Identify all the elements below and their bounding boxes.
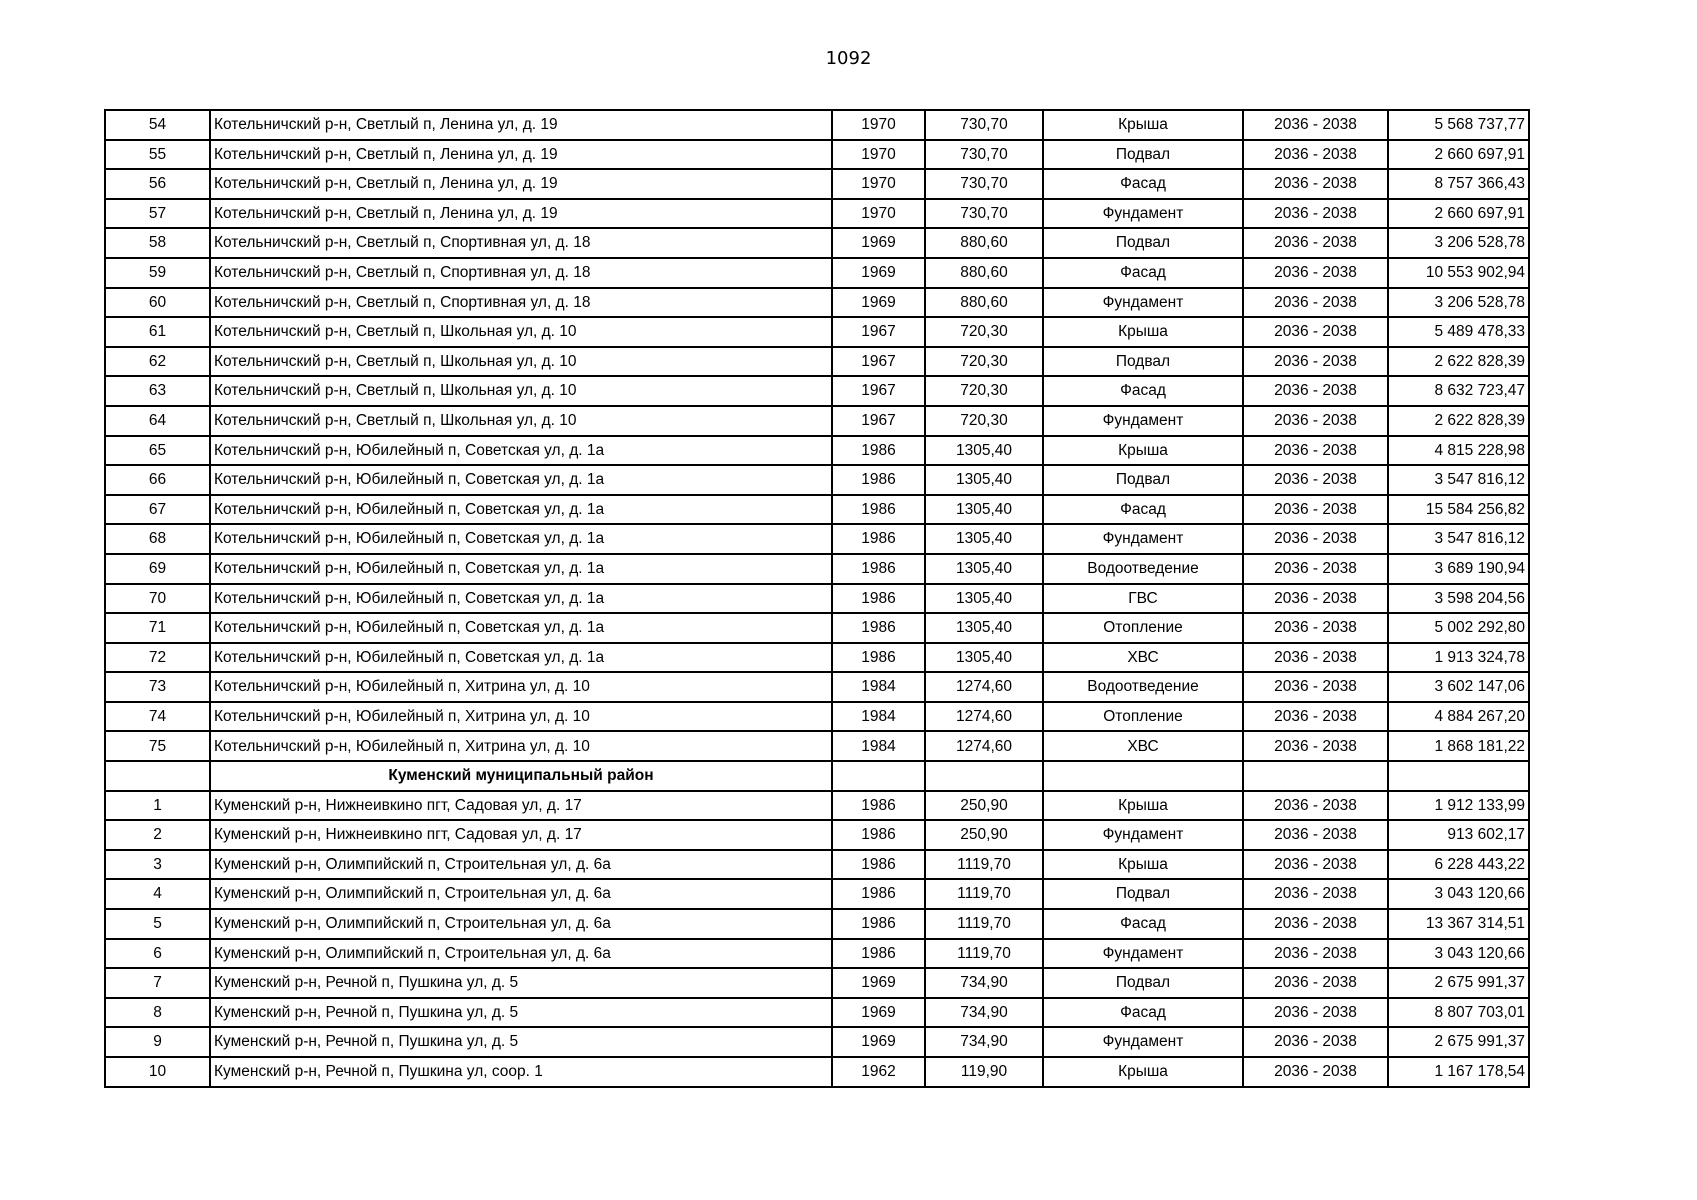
cost-cell: 3 689 190,94 — [1388, 554, 1529, 584]
address-cell: Куменский р-н, Речной п, Пушкина ул, д. 5 — [210, 1027, 832, 1057]
period-cell: 2036 - 2038 — [1243, 110, 1388, 140]
period-cell: 2036 - 2038 — [1243, 317, 1388, 347]
cost-cell: 15 584 256,82 — [1388, 495, 1529, 525]
table-row — [105, 465, 1529, 495]
cost-cell: 2 660 697,91 — [1388, 199, 1529, 229]
build-year-cell: 1986 — [832, 524, 925, 554]
table-row — [105, 850, 1529, 880]
address-cell: Котельничский р-н, Светлый п, Школьная ул, д. 10 — [210, 376, 832, 406]
area-cell: 1119,70 — [925, 939, 1043, 969]
cost-cell: 3 206 528,78 — [1388, 288, 1529, 318]
build-year-cell: 1970 — [832, 199, 925, 229]
period-cell: 2036 - 2038 — [1243, 288, 1388, 318]
build-year-cell: 1984 — [832, 702, 925, 732]
row-number-cell: 62 — [105, 347, 210, 377]
area-cell: 1305,40 — [925, 495, 1043, 525]
work-type-cell: Водоотведение — [1043, 554, 1243, 584]
area-cell: 1274,60 — [925, 702, 1043, 732]
area-cell: 720,30 — [925, 317, 1043, 347]
area-cell: 250,90 — [925, 820, 1043, 850]
area-cell: 1305,40 — [925, 613, 1043, 643]
work-type-cell: ГВС — [1043, 584, 1243, 614]
cost-cell: 1 912 133,99 — [1388, 791, 1529, 821]
area-cell: 1305,40 — [925, 465, 1043, 495]
period-cell: 2036 - 2038 — [1243, 998, 1388, 1028]
table-row — [105, 1057, 1529, 1087]
area-cell: 119,90 — [925, 1057, 1043, 1087]
table-row — [105, 879, 1529, 909]
build-year-cell: 1969 — [832, 998, 925, 1028]
build-year-cell: 1986 — [832, 791, 925, 821]
row-number-cell: 3 — [105, 850, 210, 880]
address-cell: Котельничский р-н, Светлый п, Спортивная ул, д. 18 — [210, 228, 832, 258]
work-type-cell: Фасад — [1043, 376, 1243, 406]
build-year-cell: 1986 — [832, 643, 925, 673]
table-body — [105, 110, 1529, 1087]
area-cell: 730,70 — [925, 110, 1043, 140]
address-cell: Куменский р-н, Нижнеивкино пгт, Садовая ул, д. 17 — [210, 820, 832, 850]
build-year-cell: 1986 — [832, 465, 925, 495]
row-number-cell: 6 — [105, 939, 210, 969]
row-number-cell: 67 — [105, 495, 210, 525]
work-type-cell: ХВС — [1043, 731, 1243, 761]
period-cell: 2036 - 2038 — [1243, 347, 1388, 377]
section-title: Куменский муниципальный район — [210, 761, 832, 791]
period-cell: 2036 - 2038 — [1243, 613, 1388, 643]
build-year-cell: 1984 — [832, 672, 925, 702]
build-year-cell — [832, 761, 925, 791]
area-cell: 720,30 — [925, 347, 1043, 377]
cost-cell: 1 868 181,22 — [1388, 731, 1529, 761]
area-cell: 1305,40 — [925, 584, 1043, 614]
area-cell: 1119,70 — [925, 879, 1043, 909]
work-type-cell: Крыша — [1043, 110, 1243, 140]
build-year-cell: 1969 — [832, 968, 925, 998]
table-row — [105, 228, 1529, 258]
cost-cell: 2 622 828,39 — [1388, 406, 1529, 436]
table-row — [105, 406, 1529, 436]
cost-cell: 3 043 120,66 — [1388, 879, 1529, 909]
period-cell: 2036 - 2038 — [1243, 879, 1388, 909]
area-cell: 880,60 — [925, 258, 1043, 288]
work-type-cell: Фундамент — [1043, 406, 1243, 436]
row-number-cell: 54 — [105, 110, 210, 140]
area-cell: 1305,40 — [925, 436, 1043, 466]
table-row — [105, 939, 1529, 969]
work-type-cell: Подвал — [1043, 968, 1243, 998]
address-cell: Котельничский р-н, Юбилейный п, Хитрина ул, д. 10 — [210, 672, 832, 702]
table-row — [105, 554, 1529, 584]
address-cell: Котельничский р-н, Светлый п, Ленина ул, д. 19 — [210, 110, 832, 140]
table-row — [105, 791, 1529, 821]
work-type-cell: Крыша — [1043, 317, 1243, 347]
row-number-cell: 5 — [105, 909, 210, 939]
period-cell: 2036 - 2038 — [1243, 376, 1388, 406]
cost-cell: 8 807 703,01 — [1388, 998, 1529, 1028]
table-row — [105, 140, 1529, 170]
row-number-cell: 64 — [105, 406, 210, 436]
build-year-cell: 1967 — [832, 376, 925, 406]
area-cell: 720,30 — [925, 406, 1043, 436]
table-row — [105, 169, 1529, 199]
build-year-cell: 1970 — [832, 169, 925, 199]
table-row — [105, 288, 1529, 318]
row-number-cell: 63 — [105, 376, 210, 406]
row-number-cell: 9 — [105, 1027, 210, 1057]
address-cell: Котельничский р-н, Юбилейный п, Хитрина ул, д. 10 — [210, 702, 832, 732]
work-type-cell: Крыша — [1043, 1057, 1243, 1087]
table-row — [105, 436, 1529, 466]
address-cell: Котельничский р-н, Юбилейный п, Советская ул, д. 1а — [210, 554, 832, 584]
table-row — [105, 731, 1529, 761]
address-cell: Котельничский р-н, Юбилейный п, Советская ул, д. 1а — [210, 524, 832, 554]
period-cell: 2036 - 2038 — [1243, 406, 1388, 436]
work-type-cell: Отопление — [1043, 702, 1243, 732]
address-cell: Куменский р-н, Олимпийский п, Строительная ул, д. 6а — [210, 879, 832, 909]
build-year-cell: 1986 — [832, 820, 925, 850]
area-cell: 730,70 — [925, 140, 1043, 170]
cost-cell: 8 632 723,47 — [1388, 376, 1529, 406]
work-type-cell: Фасад — [1043, 909, 1243, 939]
period-cell: 2036 - 2038 — [1243, 228, 1388, 258]
period-cell: 2036 - 2038 — [1243, 702, 1388, 732]
address-cell: Котельничский р-н, Юбилейный п, Советская ул, д. 1а — [210, 465, 832, 495]
row-number-cell: 2 — [105, 820, 210, 850]
work-type-cell: Фасад — [1043, 169, 1243, 199]
table-row — [105, 613, 1529, 643]
table-row — [105, 495, 1529, 525]
period-cell: 2036 - 2038 — [1243, 169, 1388, 199]
address-cell: Котельничский р-н, Светлый п, Спортивная ул, д. 18 — [210, 258, 832, 288]
row-number-cell: 61 — [105, 317, 210, 347]
row-number-cell: 70 — [105, 584, 210, 614]
cost-cell: 13 367 314,51 — [1388, 909, 1529, 939]
address-cell: Куменский р-н, Речной п, Пушкина ул, д. 5 — [210, 968, 832, 998]
row-number-cell: 69 — [105, 554, 210, 584]
table-row — [105, 584, 1529, 614]
period-cell: 2036 - 2038 — [1243, 554, 1388, 584]
page-number: 1092 — [825, 48, 872, 69]
area-cell: 1119,70 — [925, 850, 1043, 880]
period-cell: 2036 - 2038 — [1243, 672, 1388, 702]
period-cell: 2036 - 2038 — [1243, 1057, 1388, 1087]
area-cell: 734,90 — [925, 998, 1043, 1028]
work-type-cell: Подвал — [1043, 347, 1243, 377]
table-row — [105, 998, 1529, 1028]
work-type-cell: Крыша — [1043, 791, 1243, 821]
period-cell: 2036 - 2038 — [1243, 791, 1388, 821]
address-cell: Котельничский р-н, Юбилейный п, Советская ул, д. 1а — [210, 495, 832, 525]
table-row — [105, 258, 1529, 288]
period-cell: 2036 - 2038 — [1243, 731, 1388, 761]
work-type-cell: Водоотведение — [1043, 672, 1243, 702]
area-cell: 1274,60 — [925, 731, 1043, 761]
cost-cell: 6 228 443,22 — [1388, 850, 1529, 880]
address-cell: Котельничский р-н, Юбилейный п, Советская ул, д. 1а — [210, 643, 832, 673]
cost-cell: 913 602,17 — [1388, 820, 1529, 850]
work-type-cell: Подвал — [1043, 465, 1243, 495]
cost-cell — [1388, 761, 1529, 791]
address-cell: Котельничский р-н, Юбилейный п, Хитрина ул, д. 10 — [210, 731, 832, 761]
area-cell: 734,90 — [925, 968, 1043, 998]
table-row — [105, 376, 1529, 406]
cost-cell: 2 675 991,37 — [1388, 968, 1529, 998]
work-type-cell: Фасад — [1043, 495, 1243, 525]
address-cell: Котельничский р-н, Светлый п, Спортивная ул, д. 18 — [210, 288, 832, 318]
address-cell: Котельничский р-н, Светлый п, Ленина ул, д. 19 — [210, 199, 832, 229]
row-number-cell: 55 — [105, 140, 210, 170]
work-type-cell: Фундамент — [1043, 1027, 1243, 1057]
cost-cell: 3 547 816,12 — [1388, 465, 1529, 495]
build-year-cell: 1986 — [832, 495, 925, 525]
table-row — [105, 524, 1529, 554]
work-type-cell: ХВС — [1043, 643, 1243, 673]
cost-cell: 8 757 366,43 — [1388, 169, 1529, 199]
row-number-cell: 58 — [105, 228, 210, 258]
cost-cell: 3 547 816,12 — [1388, 524, 1529, 554]
cost-cell: 3 043 120,66 — [1388, 939, 1529, 969]
address-cell: Котельничский р-н, Светлый п, Школьная ул, д. 10 — [210, 317, 832, 347]
row-number-cell — [105, 761, 210, 791]
cost-cell: 1 167 178,54 — [1388, 1057, 1529, 1087]
area-cell: 880,60 — [925, 288, 1043, 318]
area-cell: 880,60 — [925, 228, 1043, 258]
work-type-cell: Фундамент — [1043, 524, 1243, 554]
cost-cell: 10 553 902,94 — [1388, 258, 1529, 288]
address-cell: Куменский р-н, Речной п, Пушкина ул, д. 5 — [210, 998, 832, 1028]
area-cell: 1119,70 — [925, 909, 1043, 939]
table-row — [105, 672, 1529, 702]
address-cell: Котельничский р-н, Светлый п, Ленина ул, д. 19 — [210, 140, 832, 170]
area-cell: 250,90 — [925, 791, 1043, 821]
build-year-cell: 1967 — [832, 317, 925, 347]
row-number-cell: 1 — [105, 791, 210, 821]
work-type-cell: Фундамент — [1043, 820, 1243, 850]
row-number-cell: 57 — [105, 199, 210, 229]
period-cell: 2036 - 2038 — [1243, 909, 1388, 939]
address-cell: Куменский р-н, Олимпийский п, Строительная ул, д. 6а — [210, 850, 832, 880]
build-year-cell: 1986 — [832, 939, 925, 969]
repair-schedule-table — [104, 109, 1530, 1088]
period-cell: 2036 - 2038 — [1243, 140, 1388, 170]
table-row — [105, 820, 1529, 850]
work-type-cell: Подвал — [1043, 879, 1243, 909]
table-row — [105, 643, 1529, 673]
row-number-cell: 74 — [105, 702, 210, 732]
period-cell: 2036 - 2038 — [1243, 939, 1388, 969]
work-type-cell — [1043, 761, 1243, 791]
row-number-cell: 10 — [105, 1057, 210, 1087]
build-year-cell: 1967 — [832, 347, 925, 377]
address-cell: Котельничский р-н, Юбилейный п, Советская ул, д. 1а — [210, 584, 832, 614]
row-number-cell: 4 — [105, 879, 210, 909]
cost-cell: 2 675 991,37 — [1388, 1027, 1529, 1057]
area-cell: 1274,60 — [925, 672, 1043, 702]
period-cell: 2036 - 2038 — [1243, 465, 1388, 495]
address-cell: Куменский р-н, Речной п, Пушкина ул, соор. 1 — [210, 1057, 832, 1087]
build-year-cell: 1969 — [832, 288, 925, 318]
table-row — [105, 110, 1529, 140]
build-year-cell: 1986 — [832, 436, 925, 466]
work-type-cell: Фундамент — [1043, 288, 1243, 318]
row-number-cell: 60 — [105, 288, 210, 318]
work-type-cell: Фасад — [1043, 998, 1243, 1028]
cost-cell: 5 002 292,80 — [1388, 613, 1529, 643]
work-type-cell: Фундамент — [1043, 199, 1243, 229]
table-row — [105, 1027, 1529, 1057]
row-number-cell: 56 — [105, 169, 210, 199]
period-cell: 2036 - 2038 — [1243, 850, 1388, 880]
table-row — [105, 968, 1529, 998]
area-cell — [925, 761, 1043, 791]
cost-cell: 2 622 828,39 — [1388, 347, 1529, 377]
row-number-cell: 71 — [105, 613, 210, 643]
table-row — [105, 199, 1529, 229]
address-cell: Куменский р-н, Нижнеивкино пгт, Садовая ул, д. 17 — [210, 791, 832, 821]
address-cell: Котельничский р-н, Юбилейный п, Советская ул, д. 1а — [210, 613, 832, 643]
period-cell: 2036 - 2038 — [1243, 968, 1388, 998]
work-type-cell: Крыша — [1043, 850, 1243, 880]
row-number-cell: 7 — [105, 968, 210, 998]
build-year-cell: 1986 — [832, 554, 925, 584]
cost-cell: 4 884 267,20 — [1388, 702, 1529, 732]
table-row — [105, 909, 1529, 939]
cost-cell: 5 568 737,77 — [1388, 110, 1529, 140]
period-cell: 2036 - 2038 — [1243, 495, 1388, 525]
build-year-cell: 1986 — [832, 879, 925, 909]
build-year-cell: 1970 — [832, 110, 925, 140]
work-type-cell: Подвал — [1043, 140, 1243, 170]
period-cell: 2036 - 2038 — [1243, 436, 1388, 466]
section-header-row — [105, 761, 1529, 791]
period-cell: 2036 - 2038 — [1243, 820, 1388, 850]
area-cell: 1305,40 — [925, 524, 1043, 554]
area-cell: 730,70 — [925, 169, 1043, 199]
area-cell: 720,30 — [925, 376, 1043, 406]
cost-cell: 1 913 324,78 — [1388, 643, 1529, 673]
address-cell: Котельничский р-н, Юбилейный п, Советская ул, д. 1а — [210, 436, 832, 466]
period-cell: 2036 - 2038 — [1243, 199, 1388, 229]
table-row — [105, 702, 1529, 732]
build-year-cell: 1986 — [832, 613, 925, 643]
build-year-cell: 1962 — [832, 1057, 925, 1087]
area-cell: 734,90 — [925, 1027, 1043, 1057]
period-cell: 2036 - 2038 — [1243, 643, 1388, 673]
work-type-cell: Крыша — [1043, 436, 1243, 466]
row-number-cell: 65 — [105, 436, 210, 466]
build-year-cell: 1967 — [832, 406, 925, 436]
period-cell — [1243, 761, 1388, 791]
work-type-cell: Отопление — [1043, 613, 1243, 643]
work-type-cell: Подвал — [1043, 228, 1243, 258]
address-cell: Котельничский р-н, Светлый п, Школьная ул, д. 10 — [210, 406, 832, 436]
build-year-cell: 1969 — [832, 258, 925, 288]
area-cell: 730,70 — [925, 199, 1043, 229]
build-year-cell: 1969 — [832, 228, 925, 258]
period-cell: 2036 - 2038 — [1243, 584, 1388, 614]
address-cell: Куменский р-н, Олимпийский п, Строительная ул, д. 6а — [210, 939, 832, 969]
area-cell: 1305,40 — [925, 554, 1043, 584]
build-year-cell: 1970 — [832, 140, 925, 170]
table-row — [105, 317, 1529, 347]
row-number-cell: 59 — [105, 258, 210, 288]
cost-cell: 3 602 147,06 — [1388, 672, 1529, 702]
build-year-cell: 1986 — [832, 584, 925, 614]
period-cell: 2036 - 2038 — [1243, 524, 1388, 554]
cost-cell: 3 206 528,78 — [1388, 228, 1529, 258]
row-number-cell: 68 — [105, 524, 210, 554]
build-year-cell: 1984 — [832, 731, 925, 761]
build-year-cell: 1986 — [832, 909, 925, 939]
cost-cell: 4 815 228,98 — [1388, 436, 1529, 466]
period-cell: 2036 - 2038 — [1243, 1027, 1388, 1057]
address-cell: Куменский р-н, Олимпийский п, Строительная ул, д. 6а — [210, 909, 832, 939]
cost-cell: 2 660 697,91 — [1388, 140, 1529, 170]
cost-cell: 3 598 204,56 — [1388, 584, 1529, 614]
row-number-cell: 73 — [105, 672, 210, 702]
build-year-cell: 1969 — [832, 1027, 925, 1057]
address-cell: Котельничский р-н, Светлый п, Ленина ул, д. 19 — [210, 169, 832, 199]
area-cell: 1305,40 — [925, 643, 1043, 673]
work-type-cell: Фасад — [1043, 258, 1243, 288]
row-number-cell: 66 — [105, 465, 210, 495]
build-year-cell: 1986 — [832, 850, 925, 880]
address-cell: Котельничский р-н, Светлый п, Школьная ул, д. 10 — [210, 347, 832, 377]
work-type-cell: Фундамент — [1043, 939, 1243, 969]
period-cell: 2036 - 2038 — [1243, 258, 1388, 288]
row-number-cell: 72 — [105, 643, 210, 673]
cost-cell: 5 489 478,33 — [1388, 317, 1529, 347]
row-number-cell: 75 — [105, 731, 210, 761]
table-row — [105, 347, 1529, 377]
row-number-cell: 8 — [105, 998, 210, 1028]
